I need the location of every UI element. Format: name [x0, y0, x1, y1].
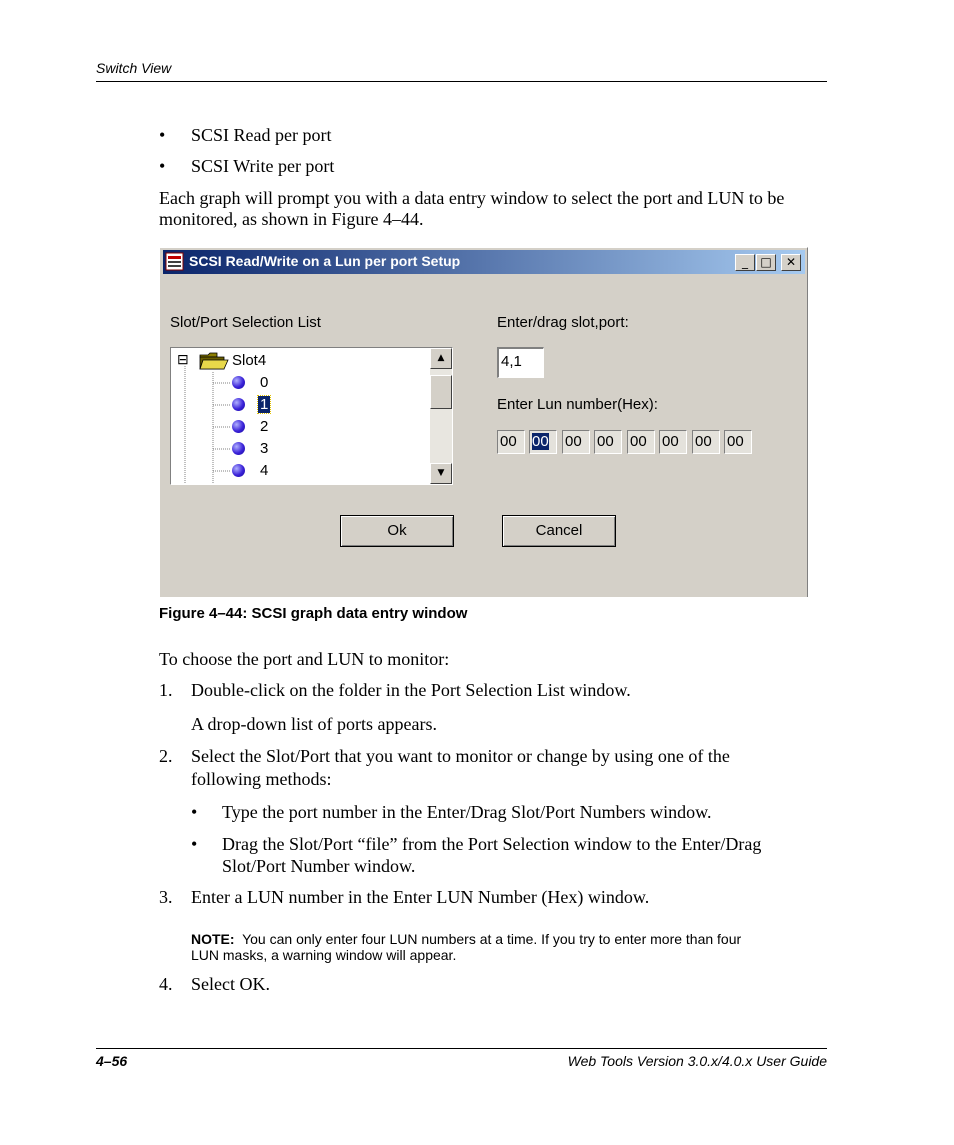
lun-byte-field[interactable]: 00 [724, 430, 752, 454]
lun-byte-field[interactable]: 00 [497, 430, 525, 454]
lun-byte-field[interactable]: 00 [562, 430, 590, 454]
step-text: Select the Slot/Port that you want to monitor or change by using one of the [191, 746, 730, 766]
port-status-icon [232, 464, 245, 477]
header-rule [96, 81, 827, 82]
step-text: Enter a LUN number in the Enter LUN Number (Hex) window. [191, 887, 650, 907]
tree-port-item[interactable]: 3 [260, 440, 269, 457]
step-text: Select OK. [191, 974, 270, 994]
lun-byte-field[interactable]: 00 [594, 430, 622, 454]
scroll-down-button[interactable]: ▼ [430, 463, 452, 484]
dialog-title: SCSI Read/Write on a Lun per port Setup [189, 253, 461, 269]
step-text: following methods: [191, 769, 332, 789]
step-number: 4. [159, 974, 173, 994]
step-number: 2. [159, 746, 173, 766]
port-status-icon [232, 442, 245, 455]
note [191, 931, 741, 947]
tree-port-item-selected[interactable]: 1 [260, 396, 269, 413]
lun-byte-field-selected[interactable]: 00 [529, 430, 557, 454]
running-head: Switch View [96, 60, 172, 76]
close-button[interactable]: ✕ [781, 254, 801, 271]
tree-port-item[interactable]: 4 [260, 462, 269, 479]
scroll-up-button[interactable]: ▲ [430, 348, 452, 369]
tree-scrollbar[interactable] [430, 348, 452, 484]
procedure-intro: To choose the port and LUN to monitor: [159, 649, 450, 669]
bullet-glyph: • [191, 834, 198, 854]
lun-byte-field[interactable]: 00 [627, 430, 655, 454]
enter-slot-port-label: Enter/drag slot,port: [497, 314, 629, 331]
bullet-glyph: • [159, 125, 166, 145]
scroll-thumb[interactable] [430, 375, 452, 409]
tree-port-item[interactable]: 0 [260, 374, 269, 391]
app-icon [165, 252, 184, 271]
folder-open-icon[interactable] [199, 351, 229, 371]
note-text: LUN masks, a warning window will appear. [191, 947, 457, 963]
port-status-icon [232, 420, 245, 433]
slot-port-selection-label: Slot/Port Selection List [170, 314, 321, 331]
intro-paragraph-line: monitored, as shown in Figure 4–44. [159, 209, 424, 229]
note-label: NOTE: [191, 931, 235, 947]
ok-button[interactable]: Ok [340, 515, 454, 547]
slot-port-input[interactable]: 4,1 [497, 347, 544, 378]
intro-bullet-item: SCSI Write per port [191, 156, 335, 176]
intro-bullet-item: SCSI Read per port [191, 125, 332, 145]
step-number: 3. [159, 887, 173, 907]
method-item: Drag the Slot/Port “file” from the Port Selection window to the Enter/Drag [222, 834, 762, 854]
tree-expander-icon[interactable]: ⊟ [177, 351, 189, 367]
tree-port-item[interactable]: 2 [260, 418, 269, 435]
lun-byte-field[interactable]: 00 [659, 430, 687, 454]
maximize-button[interactable]: □ [756, 254, 776, 271]
method-item: Slot/Port Number window. [222, 856, 416, 876]
guide-title: Web Tools Version 3.0.x/4.0.x User Guide [567, 1053, 827, 1069]
figure-caption: Figure 4–44: SCSI graph data entry window [159, 605, 468, 622]
bullet-glyph: • [159, 156, 166, 176]
step-number: 1. [159, 680, 173, 700]
cancel-button[interactable]: Cancel [502, 515, 616, 547]
step-result: A drop-down list of ports appears. [191, 714, 437, 734]
footer-rule [96, 1048, 827, 1049]
dialog-titlebar [163, 250, 805, 274]
lun-number-label: Enter Lun number(Hex): [497, 396, 658, 413]
bullet-glyph: • [191, 802, 198, 822]
port-status-icon [232, 398, 245, 411]
intro-paragraph-line: Each graph will prompt you with a data entry window to select the port and LUN to be [159, 188, 785, 208]
minimize-button[interactable]: _ [735, 254, 755, 271]
slot-port-tree[interactable] [170, 347, 453, 485]
tree-folder-slot4[interactable]: Slot4 [232, 352, 267, 369]
lun-byte-field[interactable]: 00 [692, 430, 720, 454]
method-item: Type the port number in the Enter/Drag Slot/Port Numbers window. [222, 802, 712, 822]
port-status-icon [232, 376, 245, 389]
step-text: Double-click on the folder in the Port Selection List window. [191, 680, 631, 700]
note-text: You can only enter four LUN numbers at a time. If you try to enter more than four [242, 931, 742, 947]
page-number: 4–56 [96, 1053, 128, 1069]
